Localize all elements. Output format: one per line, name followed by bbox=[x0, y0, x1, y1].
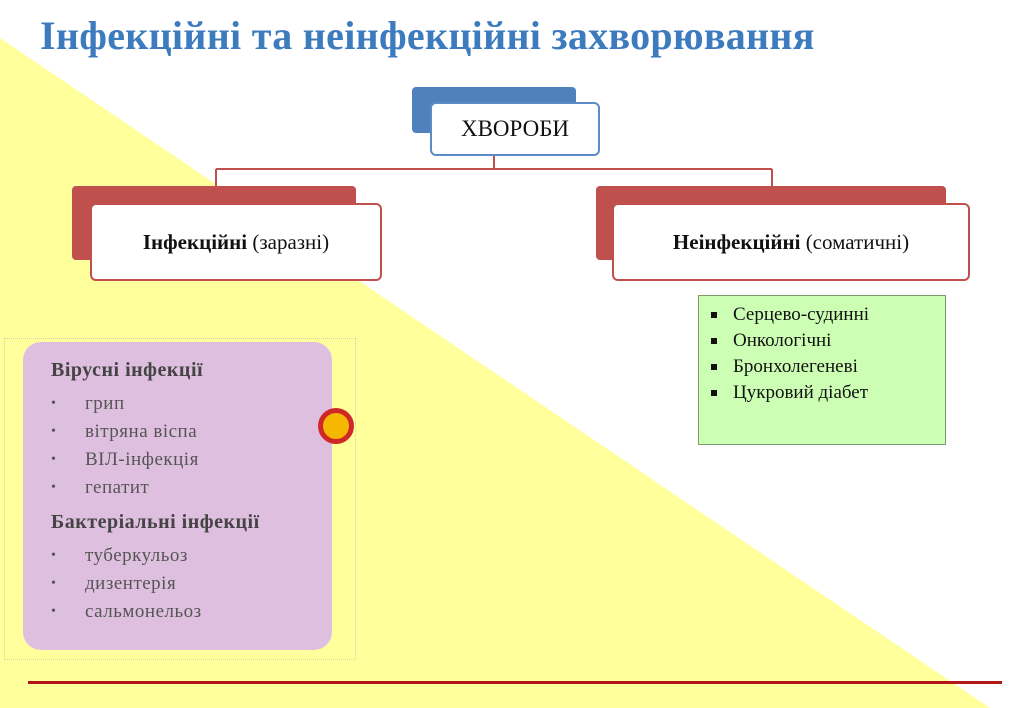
infectious-list-panel bbox=[23, 342, 332, 650]
noninfectious-node bbox=[612, 203, 970, 281]
noninfectious-list-panel bbox=[698, 295, 946, 445]
square-bullet-icon bbox=[711, 338, 717, 344]
infectious-label-bold: Інфекційні bbox=[142, 229, 248, 254]
page-title: Інфекційні та неінфекційні захворювання bbox=[40, 13, 815, 58]
square-bullet-icon bbox=[711, 312, 717, 318]
list-item: • вітряна віспа bbox=[51, 418, 332, 446]
viral-heading: Вірусні інфекції bbox=[51, 359, 204, 381]
root-label: ХВОРОБИ bbox=[460, 116, 570, 141]
bullet-icon: • bbox=[51, 576, 57, 591]
noninfectious-label-note: (соматичні) bbox=[800, 229, 910, 254]
noninfectious-label-bold: Неінфекційні bbox=[672, 229, 801, 254]
bullet-icon: • bbox=[51, 480, 57, 495]
list-item: • туберкульоз bbox=[51, 542, 332, 570]
circle-marker-icon bbox=[318, 408, 354, 444]
list-item: • сальмонельоз bbox=[51, 598, 332, 626]
list-item: • гепатит bbox=[51, 474, 332, 502]
bullet-icon: • bbox=[51, 452, 57, 467]
list-item: Онкологічні bbox=[711, 328, 945, 354]
bacterial-heading: Бактеріальні інфекції bbox=[51, 511, 260, 533]
bullet-icon: • bbox=[51, 604, 57, 619]
infectious-node bbox=[90, 203, 382, 281]
bullet-icon: • bbox=[51, 424, 57, 439]
infectious-label-note: (заразні) bbox=[247, 229, 330, 254]
bullet-icon: • bbox=[51, 548, 57, 563]
list-item: Цукровий діабет bbox=[711, 380, 945, 406]
bullet-icon: • bbox=[51, 396, 57, 411]
bottom-divider bbox=[28, 681, 1002, 684]
root-node bbox=[430, 102, 600, 156]
square-bullet-icon bbox=[711, 390, 717, 396]
list-item: Серцево-судинні bbox=[711, 302, 945, 328]
list-item: Бронхолегеневі bbox=[711, 354, 945, 380]
list-item: • ВІЛ-інфекція bbox=[51, 446, 332, 474]
list-item: • дизентерія bbox=[51, 570, 332, 598]
list-item: • грип bbox=[51, 390, 332, 418]
square-bullet-icon bbox=[711, 364, 717, 370]
